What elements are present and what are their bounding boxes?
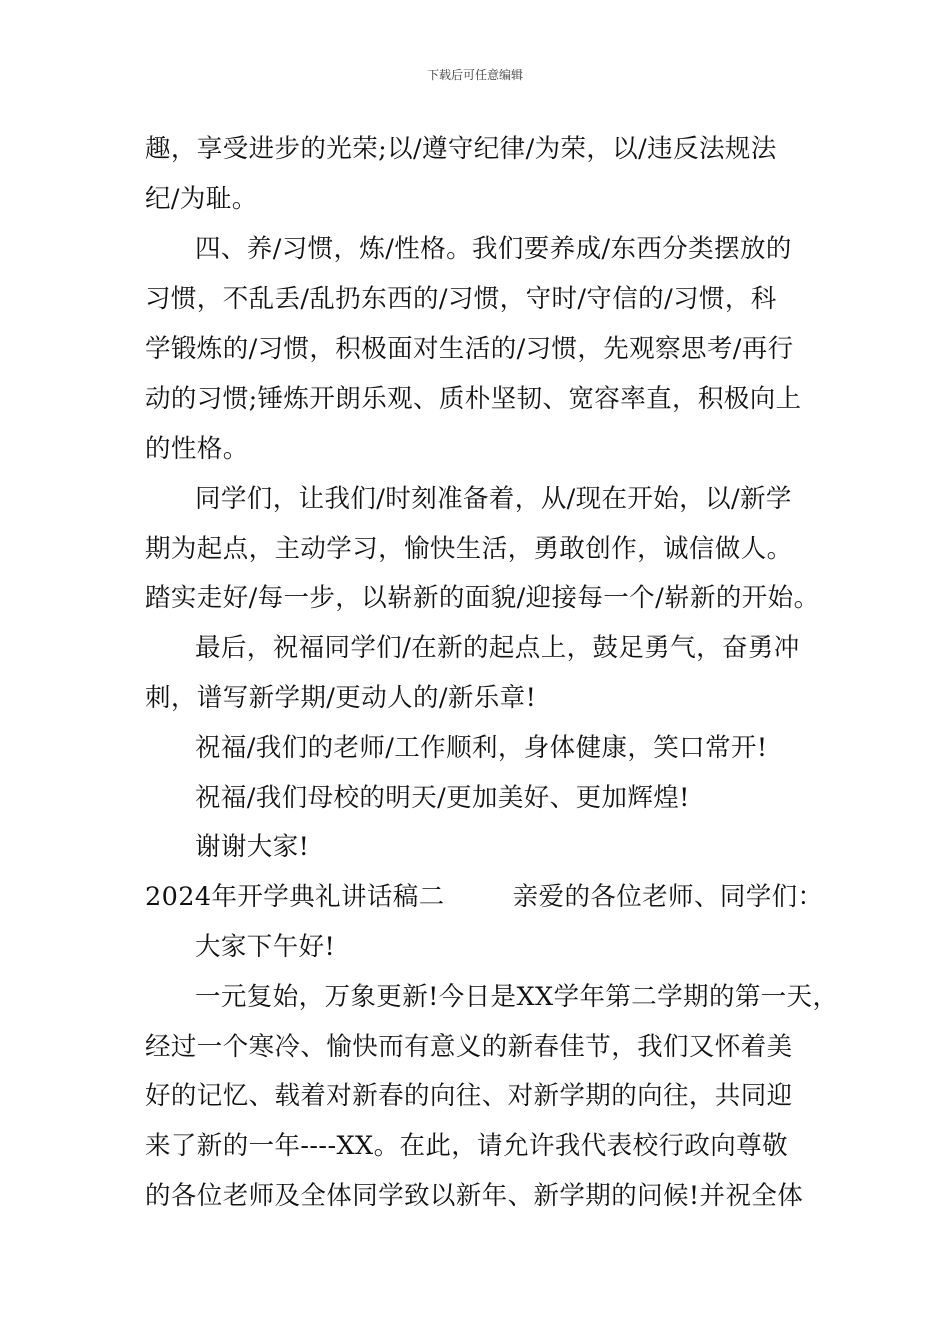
- text-line: 的各位老师及全体同学致以新年、新学期的问候!并祝全体: [145, 1181, 804, 1211]
- text-line: 一元复始，万象更新!今日是XX学年第二学期的第一天，: [195, 982, 839, 1012]
- text-line: 同学们，让我们/时刻准备着，从/现在开始，以/新学: [195, 484, 792, 514]
- text-line: 经过一个寒冷、愉快而有意义的新春佳节，我们又怀着美: [145, 1032, 793, 1062]
- text-line: 的性格。: [145, 434, 249, 464]
- text-line: 习惯，不乱丢/乱扔东西的/习惯，守时/守信的/习惯，科: [145, 284, 777, 314]
- text-line: 动的习惯;锤炼开朗乐观、质朴坚韧、宽容率直，积极向上: [145, 384, 802, 414]
- text-line: 期为起点，主动学习，愉快生活，勇敢创作，诚信做人。: [145, 534, 793, 564]
- section-title-line: 2024年开学典礼讲话稿二 亲爱的各位老师、同学们：: [145, 882, 824, 912]
- text-line: 踏实走好/每一步，以崭新的面貌/迎接每一个/崭新的开始。: [145, 583, 820, 613]
- text-line: 纪/为耻。: [145, 184, 258, 214]
- text-line: 好的记忆、载着对新春的向往、对新学期的向往，共同迎: [145, 1081, 793, 1111]
- text-line: 祝福/我们的老师/工作顺利，身体健康，笑口常开!: [195, 733, 768, 763]
- text-line: 祝福/我们母校的明天/更加美好、更加辉煌!: [195, 783, 690, 813]
- text-line: 学锻炼的/习惯，积极面对生活的/习惯，先观察思考/再行: [145, 334, 794, 364]
- text-line: 大家下午好!: [195, 932, 336, 962]
- page-header-note: 下载后可任意编辑: [426, 68, 523, 82]
- text-line: 来了新的一年----XX。在此，请允许我代表校行政向尊敬: [145, 1131, 788, 1161]
- text-line: 刺，谱写新学期/更动人的/新乐章!: [145, 683, 537, 713]
- text-line: 最后，祝福同学们/在新的起点上，鼓足勇气，奋勇冲: [195, 633, 800, 663]
- text-line: 谢谢大家!: [195, 832, 310, 862]
- text-line: 四、养/习惯，炼/性格。我们要养成/东西分类摆放的: [195, 234, 792, 264]
- text-line: 趣，享受进步的光荣;以/遵守纪律/为荣，以/违反法规法: [145, 134, 777, 164]
